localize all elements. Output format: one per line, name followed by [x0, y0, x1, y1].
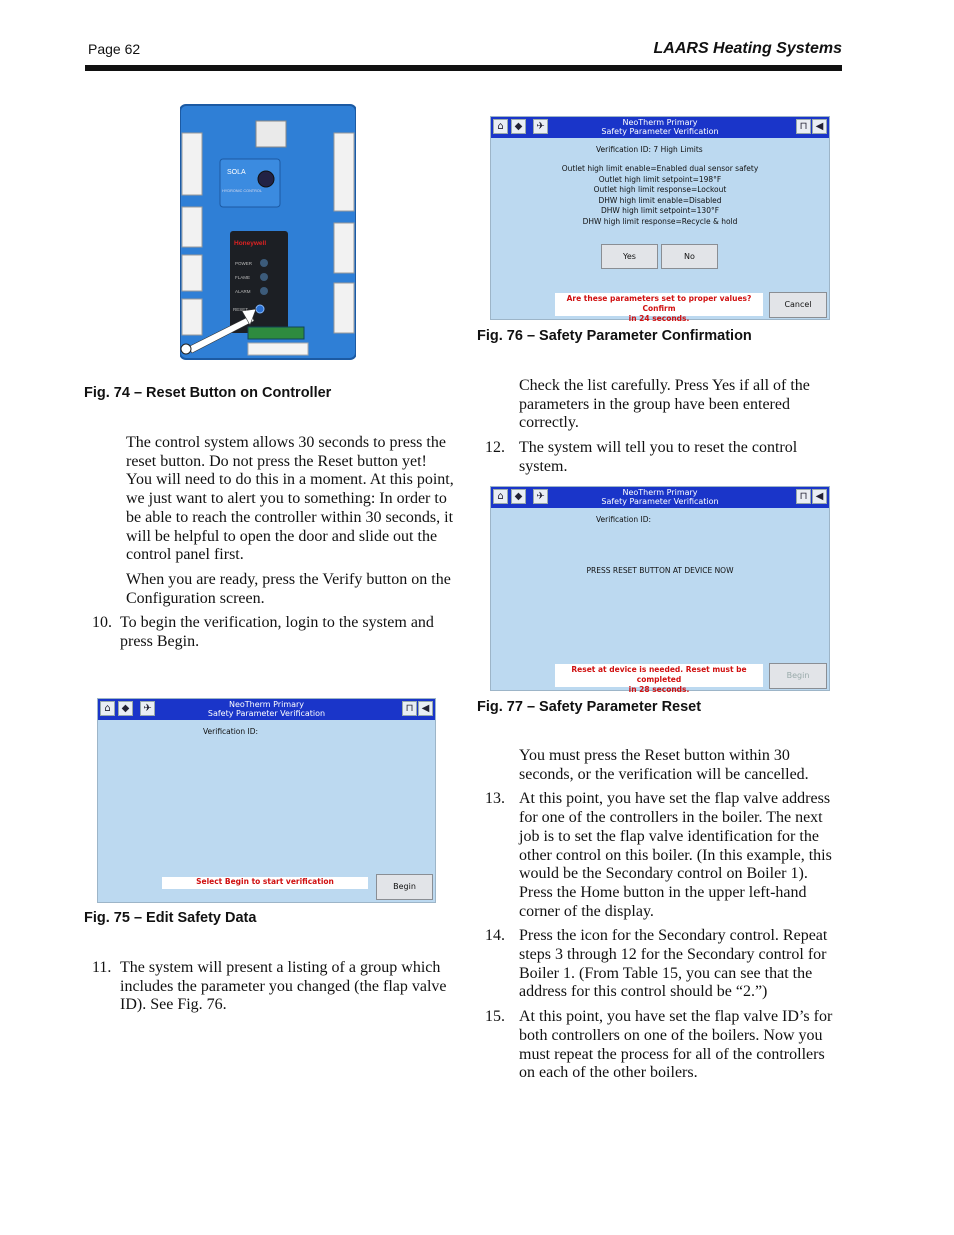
right-text-block-1 — [479, 377, 841, 483]
status-icon[interactable]: ◆ — [118, 701, 133, 716]
home-icon[interactable]: ⌂ — [100, 701, 115, 716]
verification-id: Verification ID: 7 High Limits — [596, 145, 703, 154]
param-line: DHW high limit setpoint=130°F — [600, 206, 720, 215]
message-line-2: in 24 seconds. — [628, 314, 690, 323]
screen-title-bar — [491, 487, 829, 508]
lock-icon[interactable]: ⊓ — [402, 701, 417, 716]
step-text: Press the icon for the Secondary control. Repeat steps 3 through 12 for the Secondary control for Boiler 1. (From Table 15, you can see that the address for this control should be “2.”) — [519, 927, 828, 1001]
message-line-1: Reset at device is needed. Reset must be completed — [571, 665, 747, 684]
step-13 — [479, 790, 841, 921]
step-text: The system will tell you to reset the control system. — [519, 439, 798, 475]
lock-icon[interactable]: ⊓ — [796, 489, 811, 504]
status-icon[interactable]: ◆ — [511, 119, 526, 134]
page-number: Page 62 — [88, 41, 141, 57]
controller-logo: SOLA — [227, 169, 246, 176]
home-icon[interactable]: ⌂ — [493, 489, 508, 504]
step-10 — [86, 614, 454, 651]
brand-title: LAARS Heating Systems — [653, 40, 842, 57]
fig75-screen — [97, 698, 436, 903]
screen-title-bar — [98, 699, 435, 720]
param-line: Outlet high limit enable=Enabled dual sensor safety — [561, 164, 759, 173]
back-icon[interactable]: ◀ — [812, 119, 827, 134]
left-paragraph-1: The control system allows 30 seconds to press the reset button. Do not press the Reset button yet! You will need to do this in a moment. At this point, we just want to alert you to something: In order to be able to reach the controller within 30 seconds, it will be helpful to open the door and slide out the control panel first. — [126, 434, 454, 564]
status-message — [555, 293, 763, 323]
screen-subtitle: Safety Parameter Verification — [601, 127, 719, 136]
no-button[interactable]: No — [661, 244, 718, 269]
fig75-caption: Fig. 75 – Edit Safety Data — [84, 910, 257, 926]
step-number: 12. — [485, 439, 505, 457]
controller-brand: Honeywell — [234, 240, 267, 247]
led-label-flame: FLAME — [235, 275, 251, 280]
screen-title: NeoTherm Primary — [622, 118, 698, 127]
left-paragraph-2: When you are ready, press the Verify button on the Configuration screen. — [126, 570, 451, 607]
left-text-block — [86, 434, 454, 658]
right-paragraph-2: You must press the Reset button within 30 seconds, or the verification will be cancelled. — [519, 747, 809, 783]
step-14 — [479, 927, 841, 1002]
status-message — [555, 664, 763, 694]
fig77-screen — [490, 486, 830, 694]
status-icon[interactable]: ◆ — [511, 489, 526, 504]
message-line-2: in 28 seconds. — [628, 685, 690, 694]
right-text-block-2 — [479, 747, 841, 1089]
step-number: 10. — [92, 614, 112, 632]
step-text: At this point, you have set the flap valve address for one of the controllers in the boiler. The next job is to set the flap valve identification for the other control on this boiler. (In this example, this would be the Secondary control on Boiler 1). Press the Home button in the upper left-hand corner of the display. — [519, 790, 832, 920]
param-line: DHW high limit enable=Disabled — [598, 196, 722, 205]
verification-id: Verification ID: — [203, 727, 259, 736]
screen-subtitle: Safety Parameter Verification — [207, 709, 326, 718]
fig77-caption: Fig. 77 – Safety Parameter Reset — [477, 699, 702, 715]
param-line: DHW high limit response=Recycle & hold — [582, 217, 738, 226]
step-number: 11. — [92, 959, 112, 976]
step-text: The system will present a listing of a group which includes the parameter you changed (the flap valve ID). See Fig. 76. — [120, 959, 447, 1014]
step-12 — [479, 439, 841, 476]
alarm-bell-icon[interactable]: ✈ — [140, 701, 155, 716]
param-line: Outlet high limit response=Lockout — [593, 185, 727, 194]
step-text: At this point, you have set the flap valve ID’s for both controllers on one of the boilers. Now you must repeat the process for all of the controllers on each of the other boilers. — [519, 1008, 833, 1082]
step-number: 13. — [485, 790, 505, 808]
left-text-block-2 — [86, 959, 454, 1021]
step-15 — [479, 1008, 841, 1083]
screen-title: NeoTherm Primary — [228, 700, 305, 709]
controller-illustration — [180, 103, 356, 361]
screen-title-bar — [491, 117, 829, 138]
message-line-1: Are these parameters set to proper values? Confirm — [566, 294, 752, 313]
fig76-caption: Fig. 76 – Safety Parameter Confirmation — [477, 328, 752, 344]
back-icon[interactable]: ◀ — [812, 489, 827, 504]
step-number: 14. — [485, 927, 505, 945]
reset-prompt: PRESS RESET BUTTON AT DEVICE NOW — [586, 566, 734, 575]
verification-id: Verification ID: — [596, 515, 652, 524]
controller-subtitle: HYDRONIC CONTROL — [222, 189, 262, 193]
status-message: Select Begin to start verification — [162, 877, 368, 889]
fig76-screen — [490, 116, 830, 323]
home-icon[interactable]: ⌂ — [493, 119, 508, 134]
cancel-button[interactable]: Cancel — [769, 292, 827, 318]
step-number: 15. — [485, 1008, 505, 1026]
screen-subtitle: Safety Parameter Verification — [601, 497, 719, 506]
controller-photo — [180, 103, 356, 361]
reset-label: RESET — [233, 307, 249, 312]
right-paragraph-1: Check the list carefully. Press Yes if all of the parameters in the group have been entered correctly. — [519, 377, 810, 432]
screen-title: NeoTherm Primary — [622, 488, 698, 497]
step-text: To begin the verification, login to the system and press Begin. — [120, 614, 434, 651]
param-line: Outlet high limit setpoint=198°F — [598, 175, 722, 184]
alarm-bell-icon[interactable]: ✈ — [533, 489, 548, 504]
yes-button[interactable]: Yes — [601, 244, 658, 269]
led-label-alarm: ALARM — [235, 289, 251, 294]
back-icon[interactable]: ◀ — [418, 701, 433, 716]
lock-icon[interactable]: ⊓ — [796, 119, 811, 134]
fig74-caption: Fig. 74 – Reset Button on Controller — [84, 385, 332, 401]
begin-button[interactable]: Begin — [376, 874, 433, 900]
led-label-power: POWER — [235, 261, 253, 266]
step-11 — [86, 959, 454, 1015]
alarm-bell-icon[interactable]: ✈ — [533, 119, 548, 134]
begin-button[interactable]: Begin — [769, 663, 827, 689]
header-rule — [85, 65, 842, 71]
